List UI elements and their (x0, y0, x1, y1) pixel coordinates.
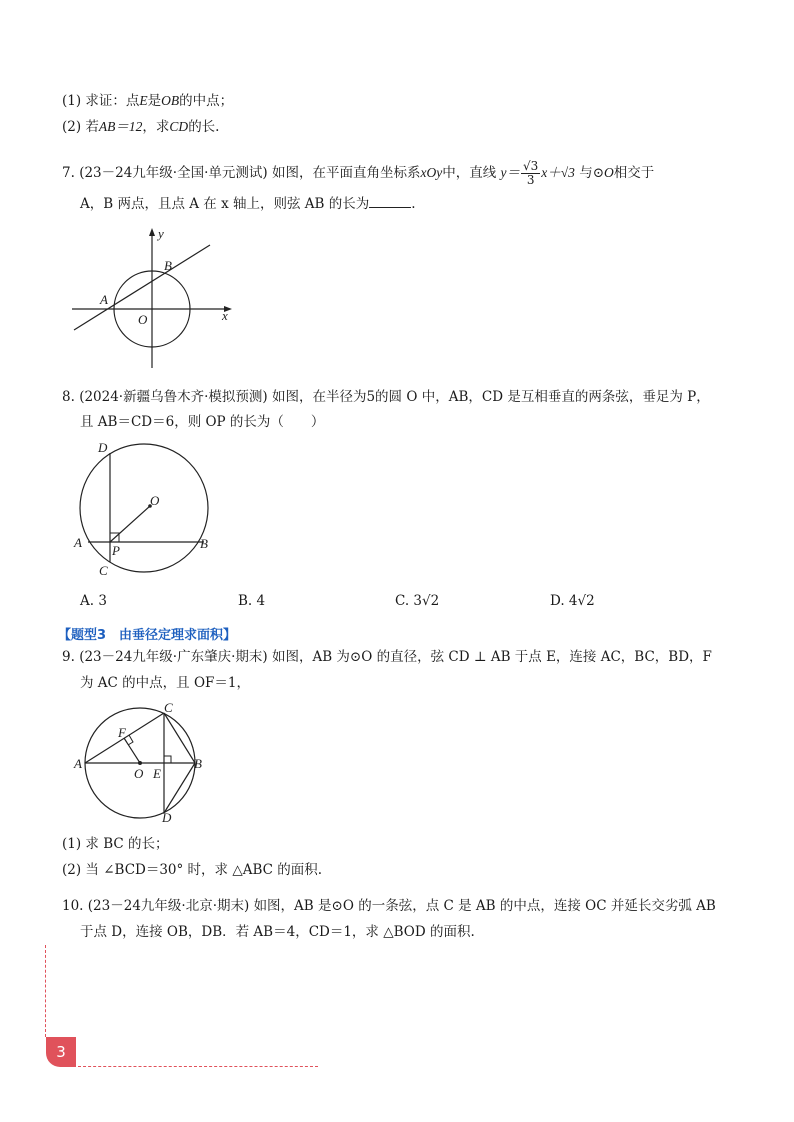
label-O: O (150, 493, 160, 508)
option-B[interactable]: B. 4 (238, 593, 266, 609)
label-B: B (200, 536, 208, 551)
label-C: C (164, 700, 173, 715)
point-O (138, 761, 142, 765)
problem8-figure (66, 436, 226, 582)
problem8-line1: 8. (2024·新疆乌鲁木齐·模拟预测) 如图，在半径为5的圆 O 中，AB，CD 是互相垂直的两条弦，垂足为 P， (62, 389, 710, 405)
circle-O (80, 444, 208, 572)
label-B: B (164, 258, 172, 273)
problem9-line2: 为 AC 的中点，且 OF＝1， (80, 675, 250, 691)
problem-source: (23－24九年级·全国·单元测试) (79, 165, 268, 181)
label-x: x (222, 308, 228, 323)
segment-OF (124, 738, 140, 763)
right-angle-E (164, 756, 171, 763)
y-axis-arrow (149, 228, 155, 236)
problem6-part2: (2) 若AB＝12，求CD的长. (62, 119, 220, 135)
problem-source: (23－24九年级·广东肇庆·期末) (79, 649, 268, 665)
problem-source: (2024·新疆乌鲁木齐·模拟预测) (79, 389, 268, 405)
label-E: E (153, 766, 161, 781)
option-D[interactable]: D. 4√2 (550, 593, 595, 609)
option-A[interactable]: A. 3 (80, 593, 107, 609)
section-header-type3: 【题型3 由垂径定理求面积】 (58, 628, 237, 643)
problem9-figure (66, 698, 226, 826)
problem10-line1: 10. (23－24九年级·北京·期末) 如图，AB 是⊙O 的一条弦，点 C 是 AB 的中点，连接 OC 并延长交劣弧 AB (62, 898, 716, 914)
label-O: O (138, 312, 148, 327)
label-O: O (134, 766, 144, 781)
problem8-line2: 且 AB＝CD＝6，则 OP 的长为（ ） (80, 414, 325, 430)
problem7-figure (66, 222, 246, 372)
margin-dashed-line (45, 945, 46, 1037)
segment-OP (110, 506, 150, 542)
problem7-line2: A，B 两点，且点 A 在 x 轴上，则弦 AB 的长为 . (80, 196, 416, 212)
problem9-part1: (1) 求 BC 的长； (62, 836, 169, 852)
label-A: A (74, 535, 82, 550)
label-y: y (158, 226, 164, 241)
problem-source: (23－24九年级·北京·期末) (87, 898, 250, 914)
label-D: D (162, 810, 172, 825)
label-B: B (194, 756, 202, 771)
fraction: $\frac{√3}{3}$ (523, 159, 539, 187)
label-A: A (100, 292, 108, 307)
option-C[interactable]: C. 3√2 (395, 593, 440, 609)
segment-BD (164, 763, 195, 813)
footer-dashed-line (78, 1066, 318, 1067)
problem-number: 8. (62, 389, 75, 405)
label-C: C (99, 563, 108, 578)
label-A: A (74, 756, 82, 771)
problem9-line1: 9. (23－24九年级·广东肇庆·期末) 如图，AB 为⊙O 的直径，弦 CD ⊥ AB 于点 E，连接 AC，BC，BD，F (62, 649, 712, 665)
answer-blank[interactable] (369, 195, 411, 208)
problem10-line2: 于点 D，连接 OB，DB．若 AB＝4，CD＝1，求 △BOD 的面积. (80, 924, 475, 940)
label-P: P (112, 543, 120, 558)
right-angle-F (128, 735, 133, 745)
problem7-line1: 7. (23－24九年级·全国·单元测试) 如图，在平面直角坐标系xOy中，直线 y＝ $\frac{√3}{3}$ x＋√3 与⊙O相交于 (62, 159, 655, 187)
problem-number: 10. (62, 898, 84, 914)
problem6-part1: (1) 求证：点E是OB的中点； (62, 93, 234, 109)
problem-number: 9. (62, 649, 75, 665)
problem9-part2: (2) 当 ∠BCD＝30° 时，求 △ABC 的面积. (62, 862, 323, 878)
problem-number: 7. (62, 165, 75, 181)
page-number: 3 (46, 1037, 76, 1067)
label-F: F (118, 725, 126, 740)
label-D: D (98, 440, 108, 455)
